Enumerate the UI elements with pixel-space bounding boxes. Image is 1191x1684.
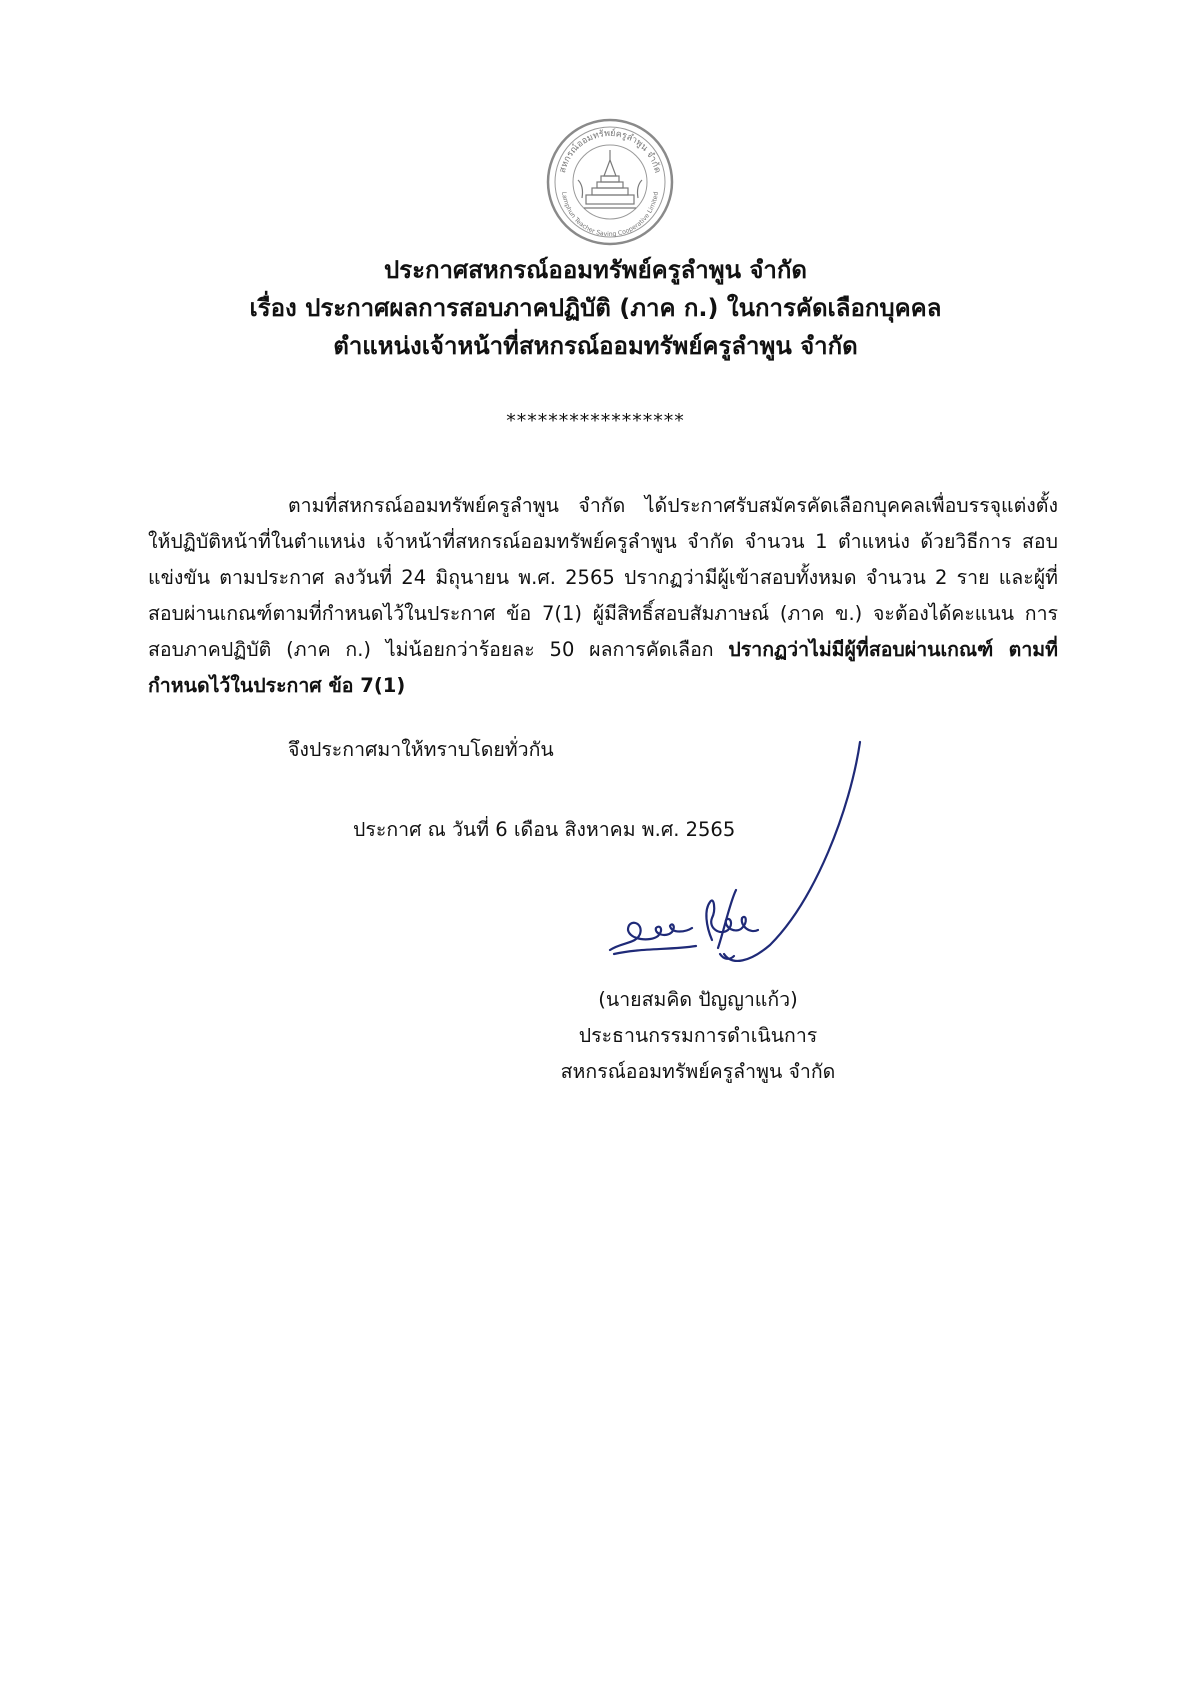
separator: ***************** <box>506 410 685 432</box>
signatory-organization: สหกรณ์ออมทรัพย์ครูลำพูน จำกัด <box>560 1060 836 1083</box>
body-text-regular: ตามที่สหกรณ์ออมทรัพย์ครูลำพูน จำกัด ได้ประกาศรับสมัครคัดเลือกบุคคลเพื่อบรรจุแต่งตั้ง ให้ปฏิบัติหน้าที่ในตำแหน่ง เจ้าหน้าที่สหกรณ์ออมทรัพย์ครูลำพูน จำกัด จำนวน 1 ตำแหน่ง ด้วยวิธีการ สอบแข่งขัน ตามประกาศ ลงวันที่ 24 มิถุนายน พ.ศ. 2565 ปรากฏว่ามีผู้เข้าสอบทั้งหมด จำนวน 2 ราย และผู้ที่สอบผ่านเกณฑ์ตามที่กำหนดไว้ในประกาศ ข้อ 7(1) ผู้มีสิทธิ์สอบสัมภาษณ์ (ภาค ข.) จะต้องได้คะแนน การสอบภาคปฏิบัติ (ภาค ก.) ไม่น้อยกว่าร้อยละ 50 ผลการคัดเลือก <box>148 494 1058 661</box>
svg-text:Lamphun Teacher Saving Coopera: Lamphun Teacher Saving Cooperative Limited <box>560 191 660 239</box>
svg-text:สหกรณ์ออมทรัพย์ครูลำพูน จำกัด: สหกรณ์ออมทรัพย์ครูลำพูน จำกัด <box>557 128 663 175</box>
body-paragraph <box>148 488 1058 704</box>
announcement-subject: เรื่อง ประกาศผลการสอบภาคปฏิบัติ (ภาค ก.) ในการคัดเลือกบุคคล <box>249 294 942 322</box>
cooperative-seal-logo <box>546 118 674 246</box>
signatory-block <box>548 982 848 1090</box>
announcement-position: ตำแหน่งเจ้าหน้าที่สหกรณ์ออมทรัพย์ครูลำพูน จำกัด <box>333 332 858 360</box>
date-line: ประกาศ ณ วันที่ 6 เดือน สิงหาคม พ.ศ. 2565 <box>353 818 736 841</box>
signatory-position: ประธานกรรมการดำเนินการ <box>578 1024 818 1047</box>
signatory-name: (นายสมคิด ปัญญาแก้ว) <box>598 988 798 1011</box>
announcement-closing: จึงประกาศมาให้ทราบโดยทั่วกัน <box>288 738 554 761</box>
announcement-title: ประกาศสหกรณ์ออมทรัพย์ครูลำพูน จำกัด <box>383 256 808 284</box>
body-text-bold: ปรากฏว่าไม่มีผู้ที่สอบผ่านเกณฑ์ ตามที่กำหนดไว้ในประกาศ ข้อ 7(1) <box>148 638 1058 697</box>
